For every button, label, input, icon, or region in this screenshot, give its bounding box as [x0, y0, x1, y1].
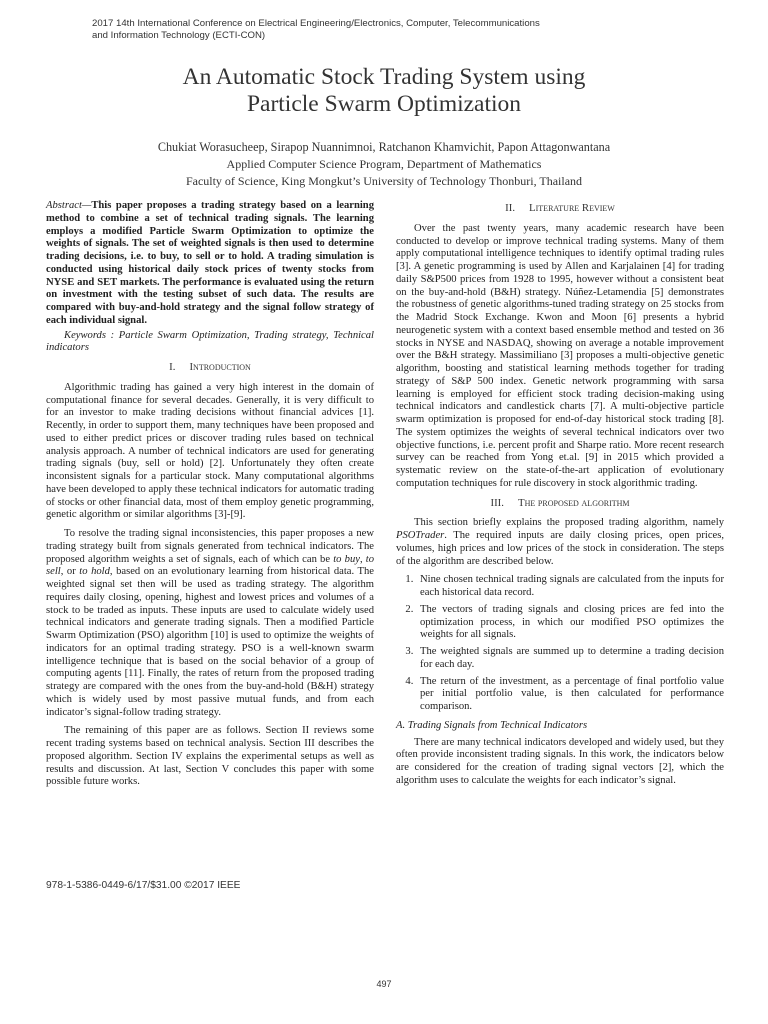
intro-paragraph-3: The remaining of this paper are as follows. Section II reviews some recent trading systems based on technical analysis. Section III describes the proposed algorithm. Section IV explains the experimental setups as well as results and discussion. At last, Section V concludes this paper with some possible future works.: [46, 725, 374, 788]
intro-p2-buy: to buy: [333, 553, 360, 565]
affiliation-line-1: Applied Computer Science Program, Department of Mathematics: [226, 157, 542, 171]
alg-p1-text-b: . The required inputs are daily closing prices, open prices, volumes, high prices and low prices of the stock in consideration. The steps of the algorithm are described below.: [396, 530, 724, 567]
section-heading-proposed-algorithm: [396, 497, 724, 510]
algorithm-steps-list: [396, 574, 724, 714]
abstract: [46, 200, 374, 328]
intro-p2-or: , or: [60, 566, 80, 578]
intro-p2-comma: ,: [359, 553, 366, 565]
abstract-text: This paper proposes a trading strategy based on a learning method to combine a set of technical trading signals. The learning employs a modified Particle Swarm Optimization to optimize the weights of signals. The set of weighted signals is then used to determine trading decisions, i.e. to buy, to sell or to hold. A trading simulation is conducted using historical daily stock prices of twenty stocks from NYSE and SET markets. The performance is evaluated using the return on investment with the testing subset of such data. The results are compared with buy-and-hold strategy and the signal follow strategy of each individual signal.: [46, 200, 374, 326]
alg-p1-text-a: This section briefly explains the proposed trading algorithm, namely: [414, 517, 724, 529]
alg-p1-name: PSOTrader: [396, 530, 445, 541]
list-item: 3. The weighted signals are summed up to determine a trading decision for each day.: [416, 646, 724, 672]
section-number: I.: [169, 361, 176, 373]
keywords: Keywords : Particle Swarm Optimization, Trading strategy, Technical indicators: [46, 329, 374, 354]
intro-p2-hold: to hold: [79, 566, 110, 578]
intro-p2-text-a: To resolve the trading signal inconsistencies, this paper proposes a new trading strategy built from signals generated from technical indicators. The proposed algorithm weights a set of signals, each of which can be: [46, 528, 374, 565]
section-title: Literature Review: [529, 202, 615, 214]
author-list: Chukiat Worasucheep, Sirapop Nuannimnoi, Ratchanon Khamvichit, Papon Attagonwantana: [157, 140, 611, 154]
conference-line-1: 2017 14th International Conference on Electrical Engineering/Electronics, Computer, Telecommunications: [92, 18, 540, 29]
section-title: The proposed algorithm: [517, 496, 630, 509]
intro-p2-sell: to sell: [46, 553, 375, 578]
subsection-a-paragraph-1: There are many technical indicators developed and widely used, but they often provide inconsistent trading signals. In this work, the indicators below are considered for the creation of trading signal vectors [2], which the algorithm uses to calculate the weights for each indicator’s signal.: [396, 736, 724, 786]
conference-line-2: and Information Technology (ECTI-CON): [92, 30, 266, 41]
intro-paragraph-1: Algorithmic trading has gained a very high interest in the domain of computational finance for several decades. Generally, it is very difficult to for an investor to make trading decisions without financial advices [1]. Recently, in order to support them, many techniques have been proposed and used to either predict prices or discover trading rules based on technical analysis approach. A number of technical indicators are used for generating trading signals (buy, sell or hold) [2]. Unfortunately they often create inconsistent signals for a particular stock. Many computational algorithms have been developed to apply these technical indicators for automatic trading of stocks or other financial data, most of them employ genetic programming, genetic algorithm or similar algorithms [3]-[9].: [46, 381, 374, 521]
left-column: [46, 200, 374, 795]
list-item: 1. Nine chosen technical trading signals are calculated from the inputs for each historical data record.: [416, 574, 724, 600]
intro-p2-text-b: , based on an evolutionary learning from historical data. The weighted signal set then will be used as trading strategy. The algorithm requires daily closing, opening, highest and lowest prices and volumes of a stock to be traded as inputs. These inputs are used to calculate widely used technical indicators and generate trading signals. Then a modified Particle Swarm Optimization (PSO) algorithm [10] is used to optimize the weights of indicators for an optimal trading strategy. PSO is a well-known swarm intelligence technique that is based on the social behavior of a group of computing agents [11]. Finally, the rates of return from the proposed trading strategy are compared with the ones from the buy-and-hold (B&H) strategy which is widely used by most passive mutual funds, and from each indicator’s signal-follow trading strategy.: [46, 566, 374, 718]
title-line-1: An Automatic Stock Trading System using: [182, 64, 586, 90]
page-number: 497: [376, 979, 392, 989]
section-heading-introduction: [46, 361, 374, 374]
abstract-lead: Abstract—: [46, 200, 92, 211]
section-number: II.: [505, 202, 516, 214]
affiliation-line-2: Faculty of Science, King Mongkut’s University of Technology Thonburi, Thailand: [185, 174, 583, 188]
copyright-identifier: 978-1-5386-0449-6/17/$31.00 ©2017 IEEE: [46, 880, 241, 891]
algorithm-paragraph-1: [396, 517, 724, 568]
section-title: Introduction: [189, 361, 251, 373]
section-number: III.: [490, 496, 504, 509]
section-heading-literature-review: [396, 202, 724, 215]
right-column: [396, 200, 724, 794]
literature-paragraph-1: Over the past twenty years, many academic research have been conducted to develop or improve technical trading systems. Many of them apply computational intelligence techniques to identify optimal trading rules [3]. A genetic programming is used by Allen and Karjalainen [4] for trading daily S&P500 prices from 1928 to 1995, however without a consistent beat on the buy-and-hold (B&H) strategy. Núñez-Letamendia [5] demonstrates the robustness of genetic algorithms-tuned trading strategy on 25 stocks from the Madrid Stock Exchange. Kwon and Moon [6] presents a hybrid neurogenetic system with a context based ensemble method and tested on 36 stocks in NYSE and NASDAQ, showing on average a notable improvement over the B&H strategy. Massimiliano [3] proposes a multi-objective genetic algorithm, boosting and statistical learning methods together for trading strategy of S&P 500 index. Genetic network programming with sarsa learning is employed for efficient stock trading decision-making using technical indicators and candlestick charts [7]. A multi-objective particle swarm optimization is proposed for end-of-day historical stock trading [8]. The system optimizes the weights of several technical indicators over two objective functions, i.e. percent profit and Sharpe ratio. More recent research survey can be reached from Yong et.al. [9] in 2015 which provided a systematic review on the state-of-the-art application of evolutionary computation techniques for rule discovery in stock algorithmic trading.: [396, 222, 724, 489]
list-item: 2. The vectors of trading signals and closing prices are fed into the optimization process, in which our modified PSO optimizes the weights for all signals.: [416, 604, 724, 642]
intro-paragraph-2: [46, 528, 374, 719]
conference-header: [92, 18, 692, 42]
subsection-heading-a: A. Trading Signals from Technical Indicators: [396, 719, 588, 731]
paper-title: [40, 64, 728, 118]
list-item: 4. The return of the investment, as a percentage of final portfolio value per initial portfolio value, is then calculated for performance comparison.: [416, 676, 724, 714]
title-line-2: Particle Swarm Optimization: [246, 91, 522, 117]
